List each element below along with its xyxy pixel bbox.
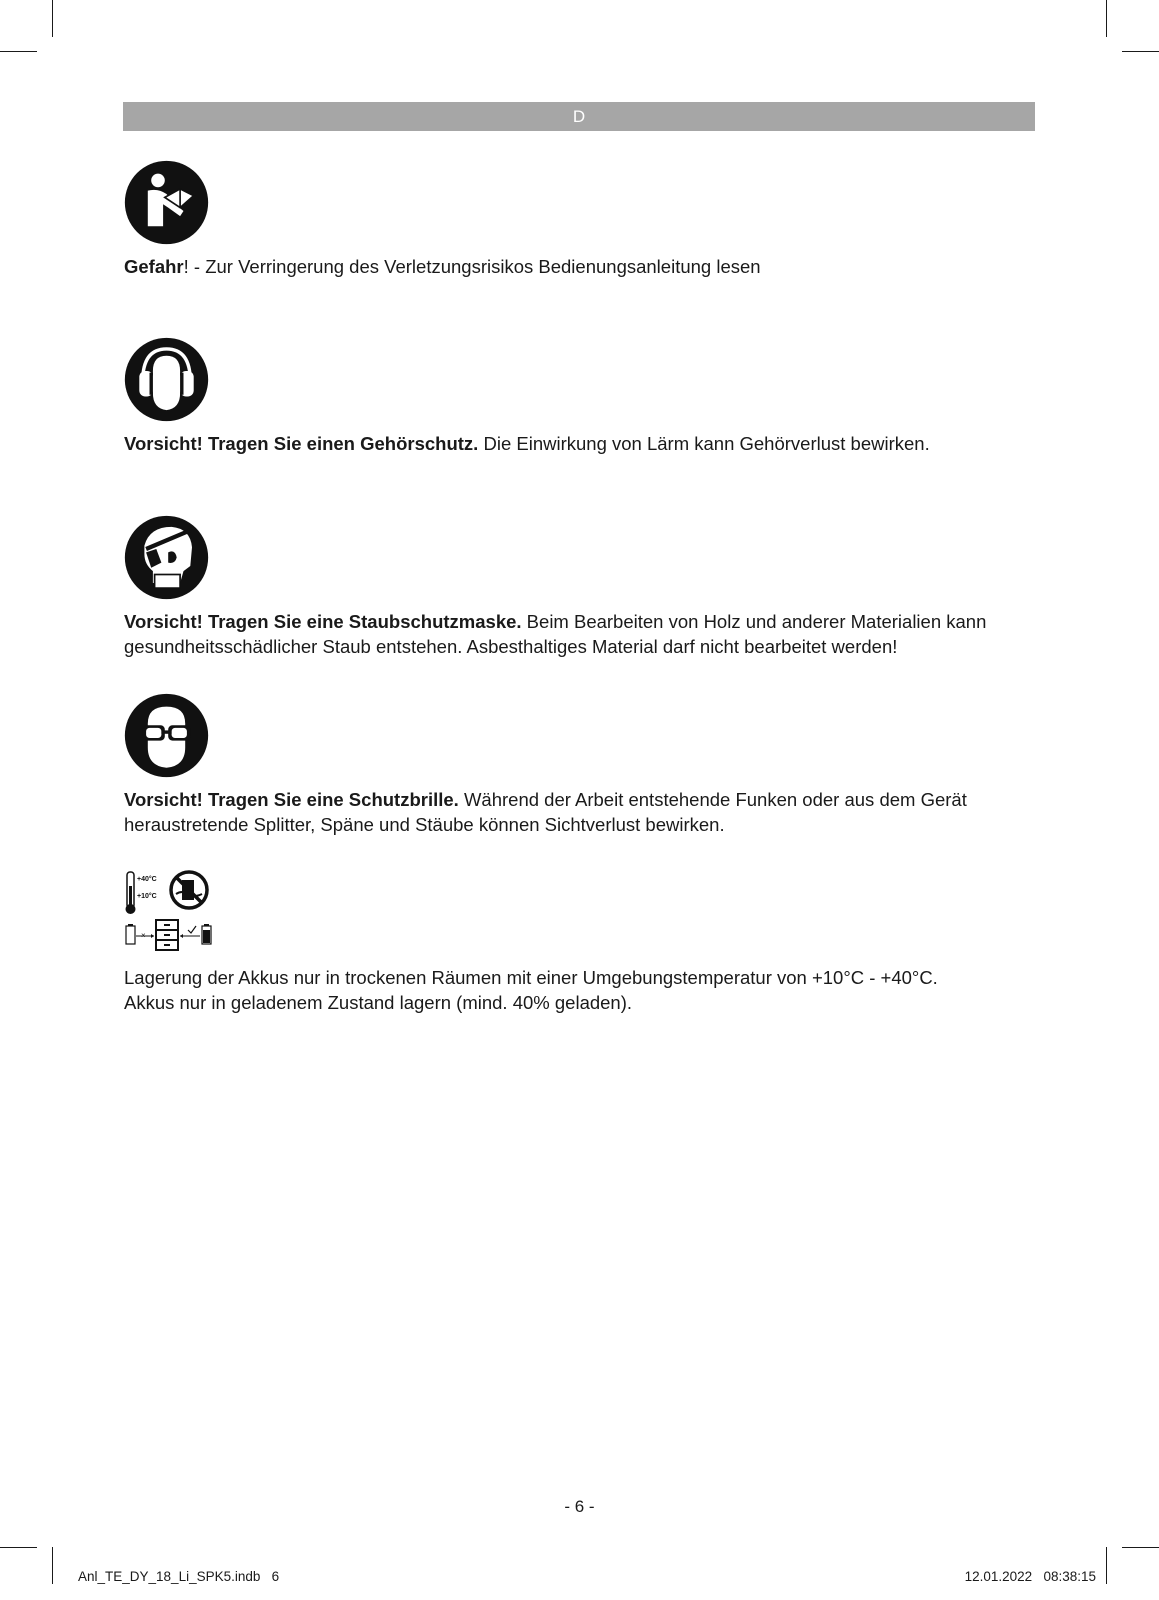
crop-mark <box>1122 1547 1159 1548</box>
section-read-manual: Gefahr! - Zur Verringerung des Verletzungsrisikos Bedienungsanleitung lesen <box>124 256 761 277</box>
read-manual-icon <box>124 160 209 245</box>
battery-storage-icons <box>124 870 216 952</box>
crop-mark <box>1106 1547 1107 1584</box>
storage-line-1: Lagerung der Akkus nur in trockenen Räumen mit einer Umgebungstemperatur von +10°C - +40°C. <box>124 967 938 988</box>
temp-high-label: +40°C <box>137 876 157 883</box>
crop-mark <box>1106 0 1107 37</box>
charged-storage-icon <box>126 920 211 950</box>
crop-mark <box>52 0 53 37</box>
section-dust-mask: Vorsicht! Tragen Sie eine Staubschutzmaske. Beim Bearbeiten von Holz und anderer Materialien kann gesundheitsschädlicher Staub entstehen. Asbesthaltiges Material darf nicht bearbeitet werden! <box>124 611 987 657</box>
svg-text:×: × <box>141 931 146 940</box>
ear-protection-icon <box>124 337 209 422</box>
section-battery-storage <box>124 965 1044 1015</box>
storage-line-2: Akkus nur in geladenem Zustand lagern (mind. 40% geladen). <box>124 992 633 1013</box>
dust-mask-icon <box>124 515 209 600</box>
safety-goggles-icon <box>124 693 209 778</box>
language-header: D <box>123 102 1035 131</box>
file-slug: Anl_TE_DY_18_Li_SPK5.indb 6 <box>78 1569 280 1584</box>
crop-mark <box>0 1547 37 1548</box>
crop-mark <box>0 51 37 52</box>
thermometer-icon <box>126 872 157 914</box>
date-slug: 12.01.2022 08:38:15 <box>964 1569 1096 1584</box>
temp-low-label: +10°C <box>137 893 157 900</box>
section-safety-goggles: Vorsicht! Tragen Sie eine Schutzbrille. Während der Arbeit entstehende Funken oder aus dem Gerät heraustretende Splitter, Späne und Stäube können Sichtverlust bewirken. <box>124 789 967 835</box>
section-ear-protection: Vorsicht! Tragen Sie einen Gehörschutz. Die Einwirkung von Lärm kann Gehörverlust bewirken. <box>124 433 930 454</box>
page-number: - 6 - <box>564 1497 595 1516</box>
crop-mark <box>52 1547 53 1584</box>
no-wet-battery-icon <box>171 872 207 908</box>
crop-mark <box>1122 51 1159 52</box>
